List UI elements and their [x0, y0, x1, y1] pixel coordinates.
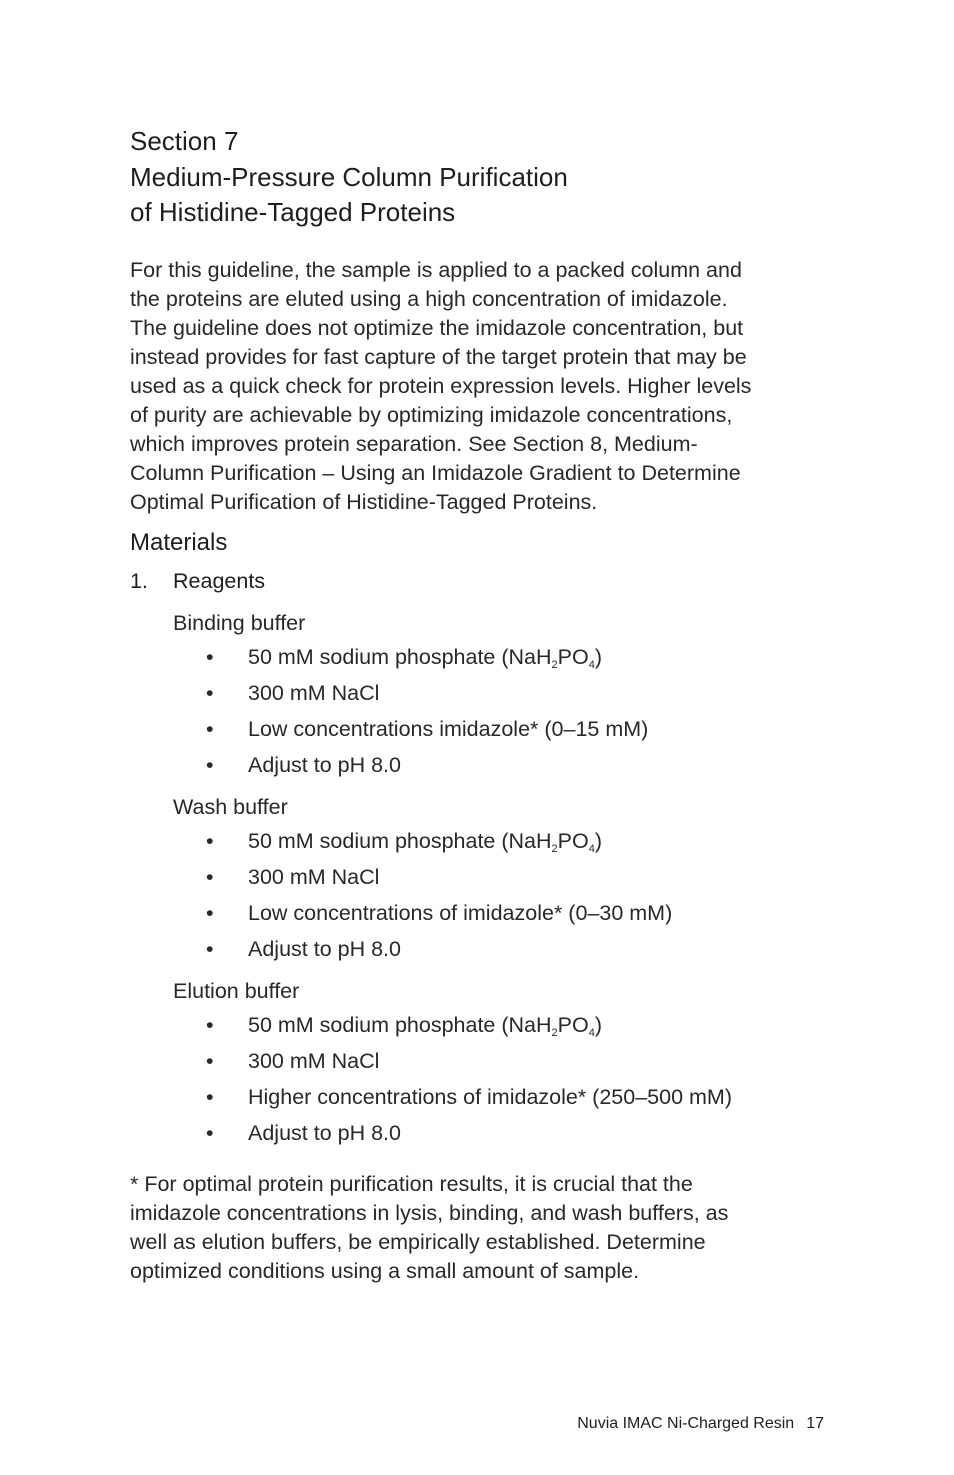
item-text: Adjust to pH 8.0 — [248, 752, 401, 777]
binding-buffer-section — [173, 608, 820, 780]
list-item — [173, 642, 820, 672]
binding-buffer-title: Binding buffer — [173, 610, 306, 635]
elution-buffer-section — [173, 976, 820, 1148]
list-item — [173, 1118, 820, 1148]
bullet: • — [206, 1120, 214, 1145]
binding-buffer-list — [173, 642, 820, 780]
list-number: 1. — [130, 568, 148, 593]
footer-product-name: Nuvia IMAC Ni-Charged Resin — [577, 1415, 795, 1432]
item-text: Adjust to pH 8.0 — [248, 936, 401, 961]
footnote-line: optimized conditions using a small amount of sample. — [130, 1258, 640, 1283]
footnote-line: well as elution buffers, be empirically established. Determine — [130, 1229, 706, 1254]
intro-line: For this guideline, the sample is applied to a packed column and — [130, 257, 742, 282]
footnote-line: imidazole concentrations in lysis, binding, and wash buffers, as — [130, 1200, 729, 1225]
wash-buffer-list — [173, 826, 820, 964]
intro-line: used as a quick check for protein expression levels. Higher levels — [130, 373, 752, 398]
page-number: 17 — [806, 1415, 824, 1432]
item-text: Low concentrations imidazole* (0–15 mM) — [248, 716, 649, 741]
materials-heading: Materials — [130, 528, 228, 556]
intro-line: the proteins are eluted using a high concentration of imidazole. — [130, 286, 728, 311]
bullet: • — [206, 900, 214, 925]
item-text: Low concentrations of imidazole* (0–30 mM) — [248, 900, 673, 925]
wash-buffer-section — [173, 792, 820, 964]
item-text: 300 mM NaCl — [248, 864, 380, 889]
item-text: 300 mM NaCl — [248, 680, 380, 705]
intro-line: instead provides for fast capture of the target protein that may be — [130, 344, 747, 369]
bullet: • — [206, 752, 214, 777]
section-title-line-1: Medium-Pressure Column Purification — [130, 161, 568, 192]
bullet: • — [206, 1012, 214, 1037]
list-item — [173, 678, 820, 708]
list-item — [173, 862, 820, 892]
bullet: • — [206, 864, 214, 889]
list-item — [173, 714, 820, 744]
bullet: • — [206, 1084, 214, 1109]
reagents-heading — [130, 566, 820, 596]
page-content — [130, 124, 820, 1286]
section-number: Section 7 — [130, 126, 239, 156]
intro-paragraph — [130, 256, 820, 517]
section-title-line-2: of Histidine-Tagged Proteins — [130, 197, 456, 227]
wash-buffer-title: Wash buffer — [173, 794, 288, 819]
item-text: Adjust to pH 8.0 — [248, 1120, 401, 1145]
elution-buffer-list — [173, 1010, 820, 1148]
phosphate-item: 50 mM sodium phosphate $(NaH_2PO_4)$ — [248, 828, 603, 855]
elution-buffer-title: Elution buffer — [173, 978, 300, 1003]
footnote-line: * For optimal protein purification results, it is crucial that the — [130, 1171, 693, 1196]
footnote — [130, 1170, 820, 1286]
bullet: • — [206, 936, 214, 961]
bullet: • — [206, 680, 214, 705]
intro-line: which improves protein separation. See Section 8, Medium- — [130, 431, 698, 456]
page-footer — [577, 1413, 824, 1435]
list-item — [173, 1010, 820, 1040]
intro-line: of purity are achievable by optimizing imidazole concentrations, — [130, 402, 733, 427]
bullet: • — [206, 1048, 214, 1073]
phosphate-item: 50 mM sodium phosphate $(NaH_2PO_4)$ — [248, 644, 603, 671]
intro-line: Optimal Purification of Histidine-Tagged Proteins. — [130, 489, 598, 514]
bullet: • — [206, 644, 214, 669]
phosphate-item: 50 mM sodium phosphate $(NaH_2PO_4)$ — [248, 1012, 603, 1039]
bullet: • — [206, 716, 214, 741]
list-item — [173, 898, 820, 928]
reagents-label: Reagents — [173, 568, 266, 593]
list-item — [173, 934, 820, 964]
list-item — [173, 826, 820, 856]
list-item — [173, 1046, 820, 1076]
intro-line: The guideline does not optimize the imidazole concentration, but — [130, 315, 744, 340]
intro-line: Column Purification – Using an Imidazole Gradient to Determine — [130, 460, 741, 485]
list-item — [173, 1082, 820, 1112]
item-text: Higher concentrations of imidazole* (250–500 mM) — [248, 1084, 732, 1109]
item-text: 300 mM NaCl — [248, 1048, 380, 1073]
bullet: • — [206, 828, 214, 853]
list-item — [173, 750, 820, 780]
